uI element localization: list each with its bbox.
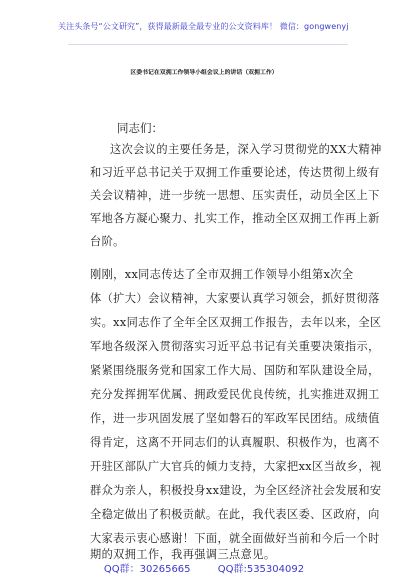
body-line: 开驻区部队广大官兵的倾力支持，大家把xx区当故乡，视 bbox=[90, 460, 382, 473]
body-line: 刚刚，xx同志传达了全市双拥工作领导小组第x次全 bbox=[90, 268, 354, 281]
body-line: 紧紧围绕服务党和国家工作大局、国防和军队建设全局， bbox=[90, 364, 380, 377]
body-line: 期的双拥工作，我再强调三点意见。 bbox=[90, 548, 276, 561]
body-line: 全稳定做出了积极贡献。在此，我代表区委、区政府，向 bbox=[90, 508, 380, 521]
body-line: 这次会议的主要任务是，深入学习贯彻党的XX大精神 bbox=[110, 143, 382, 156]
qq-group-2: QQ群:535304092 bbox=[217, 564, 305, 575]
header-notice: 关注头条号“公文研究”，获得最新最全最专业的公文资料库！ 微信：gongwenyj bbox=[58, 22, 349, 31]
body-line: 体（扩大）会议精神，大家要认真学习领会，抓好贯彻落 bbox=[90, 292, 380, 305]
body-line: 关会议精神，进一步统一思想、压实责任，动员全区上下 bbox=[90, 189, 380, 202]
footer-qq-groups bbox=[0, 560, 408, 575]
body-line: 大家表示衷心感谢！下面，就全面做好当前和今后一个时 bbox=[90, 532, 380, 545]
body-line: 得肯定，这离不开同志们的认真履职、积极作为，也离不 bbox=[90, 436, 380, 449]
body-line: 充分发挥拥军优属、拥政爱民优良传统，扎实推进双拥工 bbox=[90, 388, 380, 401]
body-line: 军地各方凝心聚力、扎实工作，推动全区双拥工作再上新 bbox=[90, 212, 380, 225]
header-divider bbox=[68, 44, 348, 45]
body-line: 台阶。 bbox=[90, 235, 125, 248]
body-line: 群众为亲人，积极投身xx建设，为全区经济社会发展和安 bbox=[90, 484, 382, 497]
body-line: 作，进一步巩固发展了坚如磐石的军政军民团结。成绩值 bbox=[90, 412, 380, 425]
body-line: 军地各级深入贯彻落实习近平总书记有关重要决策指示， bbox=[90, 340, 380, 353]
body-line: 和习近平总书记关于双拥工作重要论述，传达贯彻上级有 bbox=[90, 166, 380, 179]
salutation: 同志们： bbox=[117, 121, 163, 135]
body-line: 实。xx同志作了全年全区双拥工作报告，去年以来，全区 bbox=[90, 316, 382, 329]
qq-group-1: QQ群：30265665 bbox=[103, 564, 191, 575]
document-title: 区委书记在双拥工作领导小组会议上的讲话（双拥工作） bbox=[130, 70, 278, 76]
